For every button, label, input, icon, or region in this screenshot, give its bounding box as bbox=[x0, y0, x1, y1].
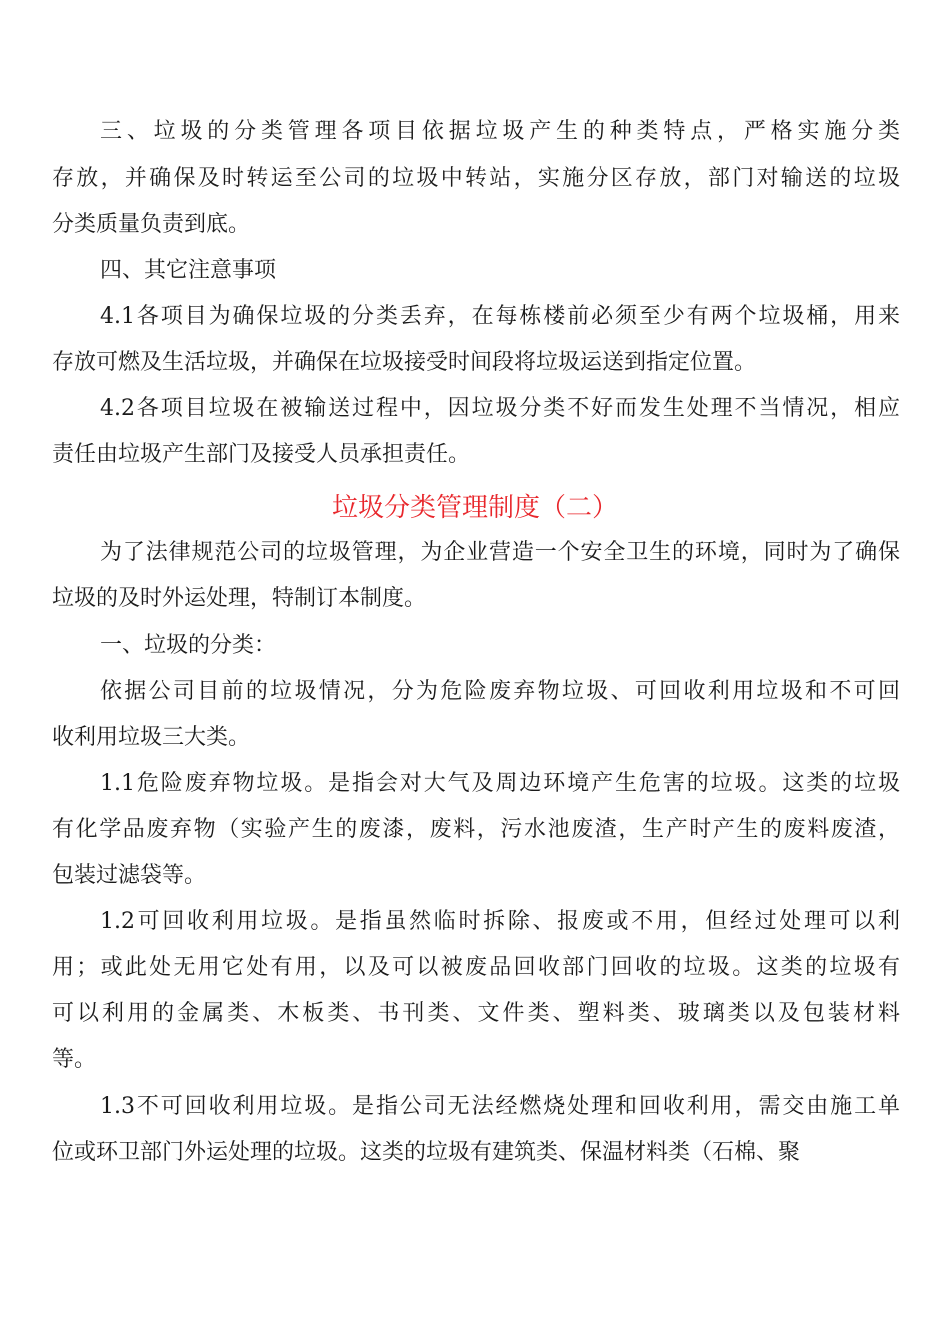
paragraph-3-line-2: 存放，并确保及时转运至公司的垃圾中转站，实施分区存放，部门对输送的垃圾 bbox=[52, 166, 900, 191]
section-4-heading: 四、其它注意事项 bbox=[100, 258, 277, 283]
paragraph-1-1-line-1: 1.1危险废弃物垃圾。是指会对大气及周边环境产生危害的垃圾。这类的垃圾 bbox=[100, 771, 900, 796]
paragraph-1-1-line-3: 包装过滤袋等。 bbox=[52, 863, 207, 888]
categories-line-2: 收利用垃圾三大类。 bbox=[52, 725, 251, 750]
paragraph-4-2-line-1: 4.2各项目垃圾在被输送过程中，因垃圾分类不好而发生处理不当情况，相应 bbox=[100, 396, 900, 421]
document-title: 垃圾分类管理制度（二） bbox=[331, 493, 618, 523]
paragraph-1-2-line-2: 用；或此处无用它处有用，以及可以被废品回收部门回收的垃圾。这类的垃圾有 bbox=[52, 955, 900, 980]
paragraph-4-1-line-2: 存放可燃及生活垃圾，并确保在垃圾接受时间段将垃圾运送到指定位置。 bbox=[52, 350, 757, 375]
paragraph-3-line-3: 分类质量负责到底。 bbox=[52, 212, 251, 237]
section-1-heading: 一、垃圾的分类： bbox=[100, 633, 277, 658]
paragraph-4-1-line-1: 4.1各项目为确保垃圾的分类丢弃，在每栋楼前必须至少有两个垃圾桶，用来 bbox=[100, 304, 900, 329]
intro-line-1: 为了法律规范公司的垃圾管理，为企业营造一个安全卫生的环境，同时为了确保 bbox=[100, 540, 900, 565]
paragraph-1-3-line-2: 位或环卫部门外运处理的垃圾。这类的垃圾有建筑类、保温材料类（石棉、聚 bbox=[52, 1140, 801, 1165]
paragraph-1-1-line-2: 有化学品废弃物（实验产生的废漆，废料，污水池废渣，生产时产生的废料废渣， bbox=[52, 817, 900, 842]
paragraph-1-2-line-3: 可以利用的金属类、木板类、书刊类、文件类、塑料类、玻璃类以及包装材料 bbox=[52, 1001, 900, 1026]
paragraph-3-line-1: 三、垃圾的分类管理各项目依据垃圾产生的种类特点，严格实施分类 bbox=[100, 119, 900, 144]
intro-line-2: 垃圾的及时外运处理，特制订本制度。 bbox=[52, 586, 427, 611]
paragraph-1-2-line-1: 1.2可回收利用垃圾。是指虽然临时拆除、报废或不用，但经过处理可以利 bbox=[100, 909, 900, 934]
paragraph-1-3-line-1: 1.3不可回收利用垃圾。是指公司无法经燃烧处理和回收利用，需交由施工单 bbox=[100, 1094, 900, 1119]
categories-line-1: 依据公司目前的垃圾情况，分为危险废弃物垃圾、可回收利用垃圾和不可回 bbox=[100, 679, 900, 704]
paragraph-4-2-line-2: 责任由垃圾产生部门及接受人员承担责任。 bbox=[52, 442, 471, 467]
paragraph-1-2-line-4: 等。 bbox=[52, 1047, 97, 1072]
